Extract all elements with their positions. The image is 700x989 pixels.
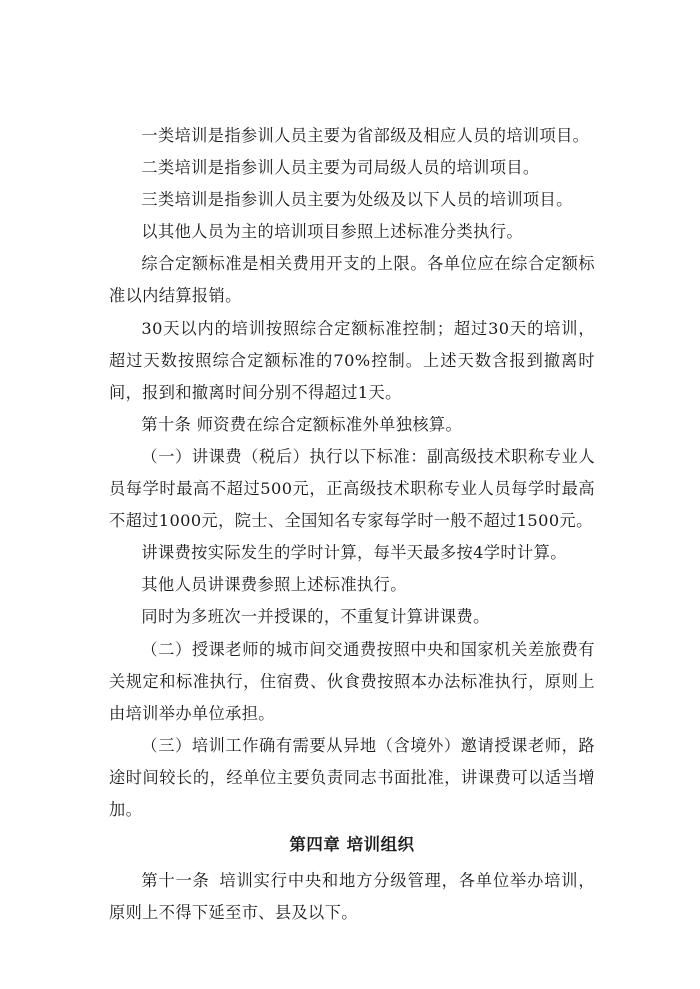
paragraph-travel-expense: （二）授课老师的城市间交通费按照中央和国家机关差旅费有关规定和标准执行，住宿费、伙食费按照本办法标准执行，原则上由培训举办单位承担。 — [109, 639, 595, 723]
article-11-text: 培训实行中央和地方分级管理，各单位举办培训，原则上不得下延至市、县及以下。 — [109, 871, 595, 923]
chapter-title: 第四章 培训组织 — [289, 835, 415, 855]
paragraph-other-lecture-fee: 其他人员讲课费参照上述标准执行。 — [141, 575, 407, 595]
paragraph-quota-limit: 综合定额标准是相关费用开支的上限。各单位应在综合定额标准以内结算报销。 — [109, 254, 595, 306]
article-11-number: 第十一条 — [141, 871, 210, 891]
paragraph-duration-control: 30天以内的培训按照综合定额标准控制；超过30天的培训，超过天数按照综合定额标准的70%控制。上述天数含报到撤离时间，报到和撤离时间分别不得超过1天。 — [109, 318, 595, 402]
paragraph-article-11 — [109, 865, 595, 929]
paragraph-remote-lecturer: （三）培训工作确有需要从异地（含境外）邀请授课老师，路途时间较长的，经单位主要负责同志书面批准，讲课费可以适当增加。 — [109, 735, 595, 819]
paragraph-class-three: 三类培训是指参训人员主要为处级及以下人员的培训项目。 — [141, 190, 573, 210]
paragraph-class-two: 二类培训是指参训人员主要为司局级人员的培训项目。 — [141, 158, 540, 178]
paragraph-class-one: 一类培训是指参训人员主要为省部级及相应人员的培训项目。 — [141, 126, 590, 145]
paragraph-multi-class: 同时为多班次一并授课的，不重复计算讲课费。 — [141, 607, 490, 627]
paragraph-lecture-fee-standard: （一）讲课费（税后）执行以下标准：副高级技术职称专业人员每学时最高不超过500元，正高级技术职称专业人员每学时最高不超过1000元，院士、全国知名专家每学时一般不超过1500元。 — [109, 446, 595, 531]
paragraph-lecture-hours: 讲课费按实际发生的学时计算，每半天最多按4学时计算。 — [141, 543, 567, 563]
paragraph-other-personnel: 以其他人员为主的培训项目参照上述标准分类执行。 — [141, 222, 523, 242]
paragraph-article-10: 第十条 师资费在综合定额标准外单独核算。 — [141, 414, 463, 434]
document-body — [109, 120, 595, 929]
